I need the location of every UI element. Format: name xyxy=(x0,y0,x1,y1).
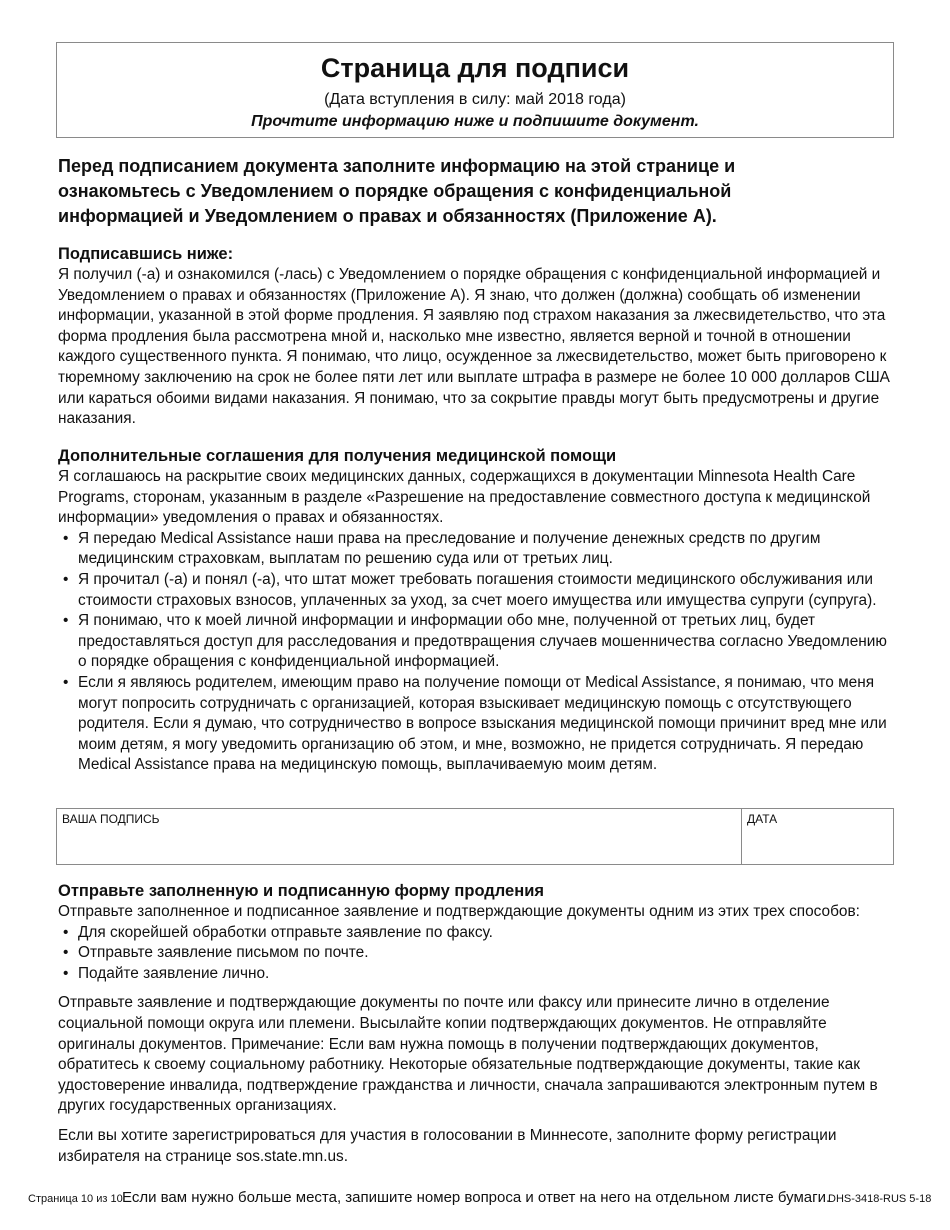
instruction-text: Прочтите информацию ниже и подпишите документ. xyxy=(251,113,699,130)
signature-box xyxy=(56,808,894,865)
bullet-list xyxy=(58,529,898,776)
section-paragraph: Отправьте заявление и подтверждающие документы по почте или факсу или принесите лично в отделение социальной помощи округа или племени. Высылайте копии подтверждающих документов. Не отправляйте оригиналы документов. Примечание: Если вам нужна помощь в получении подтверждающих документов, обратитесь к своему социальному работнику. Некоторые обязательные подтверждающие документы, такие как удостоверение инвалида, подтверждение гражданства и личности, сначала запрашиваются электронным путем в других государственных организациях. xyxy=(58,994,878,1115)
list-item: • Подайте заявление лично. xyxy=(78,964,898,985)
effective-date: (Дата вступления в силу: май 2018 года) xyxy=(324,91,626,108)
section-paragraph: Если вы хотите зарегистрироваться для участия в голосовании в Миннесоте, заполните форму регистрации избирателя на странице sos.state.mn.us. xyxy=(58,1126,837,1165)
section-text: Отправьте заполненное и подписанное заявление и подтверждающие документы одним из этих трех способов: xyxy=(58,903,860,920)
date-label: ДАТА xyxy=(747,812,778,826)
list-item: • Для скорейшей обработки отправьте заявление по факсу. xyxy=(78,923,898,944)
list-item: • Я понимаю, что к моей личной информации и информации обо мне, полученной от третьих лиц, будет предоставляться доступ для расследования и предотвращения случаев мошенничества согласно Уведомлению о порядке обращения с конфиденциальной информацией. xyxy=(78,611,898,673)
section-heading: Дополнительные соглашения для получения медицинской помощи xyxy=(58,447,617,465)
list-item: • Я прочитал (-а) и понял (-а), что штат может требовать погашения стоимости медицинского обслуживания или стоимости страховых взносов, уплаченных за уход, за счет моего имущества или имущества супруги (супруга). xyxy=(78,570,898,611)
header-box xyxy=(56,42,894,138)
section-text: Я получил (-а) и ознакомился (-лась) с Уведомлением о порядке обращения с конфиденциальной информацией и Уведомлением о правах и обязанностях (Приложение А). Я знаю, что должен (должна) сообщать об изменении информации, указанной в этой форме продления. Я заявляю под страхом наказания за лжесвидетельство, что эта форма продления была рассмотрена мной и, насколько мне известно, является верной и точной в отношении каждого существенного пункта. Я понимаю, что лицо, осужденное за лжесвидетельство, может быть приговорено к тюремному заключению на срок не более пяти лет или выплате штрафа в размере не более 10 000 долларов США или караться обоими видами наказания. Я понимаю, что за сокрытие правды могут быть предусмотрены и другие наказания. xyxy=(58,266,890,428)
section-heading: Отправьте заполненную и подписанную форму продления xyxy=(58,882,544,900)
section-text: Я соглашаюсь на раскрытие своих медицинских данных, содержащихся в документации Minnesota Health Care Programs, сторонам, указанным в разделе «Разрешение на предоставление совместного доступа к медицинской информации» уведомления о правах и обязанностях. xyxy=(58,468,871,527)
section-send-form xyxy=(58,880,898,1167)
bullet-list xyxy=(58,923,898,985)
page-title: Страница для подписи xyxy=(320,53,630,83)
signature-field[interactable] xyxy=(57,809,742,864)
intro-text: Перед подписанием документа заполните информацию на этой странице и ознакомьтесь с Уведомлением о порядке обращения с конфиденциальной информацией и Уведомлением о правах и обязанностях (Приложение A). xyxy=(58,156,736,226)
section-heading: Подписавшись ниже: xyxy=(58,245,234,263)
list-item: • Отправьте заявление письмом по почте. xyxy=(78,943,898,964)
footer-note: Если вам нужно больше места, запишите номер вопроса и ответ на него на отдельном листе бумаги. xyxy=(122,1189,831,1206)
date-field[interactable] xyxy=(742,809,893,864)
signature-label: ВАША ПОДПИСЬ xyxy=(62,812,160,826)
page-number: Страница 10 из 10 xyxy=(28,1193,123,1205)
list-item: • Если я являюсь родителем, имеющим право на получение помощи от Medical Assistance, я понимаю, что меня могут попросить сотрудничать с организацией, которая взыскивает медицинскую помощь с отсутствующего родителя. Если я думаю, что сотрудничество в вопросе взыскания медицинской помощи причинит вред мне или моим детям, я могу уведомить организацию об этом, и мне, возможно, не придется сотрудничать. Я передаю Medical Assistance права на медицинскую помощь, выплачиваемую моим детям. xyxy=(78,673,898,776)
section-medical-agreements xyxy=(58,445,898,776)
list-item: • Я передаю Medical Assistance наши права на преследование и получение денежных средств по другим медицинским страховкам, выплатам по решению суда или от третьих лиц. xyxy=(78,529,898,570)
section-signing-below xyxy=(58,243,898,430)
form-id: DHS-3418-RUS 5-18 xyxy=(828,1193,932,1205)
